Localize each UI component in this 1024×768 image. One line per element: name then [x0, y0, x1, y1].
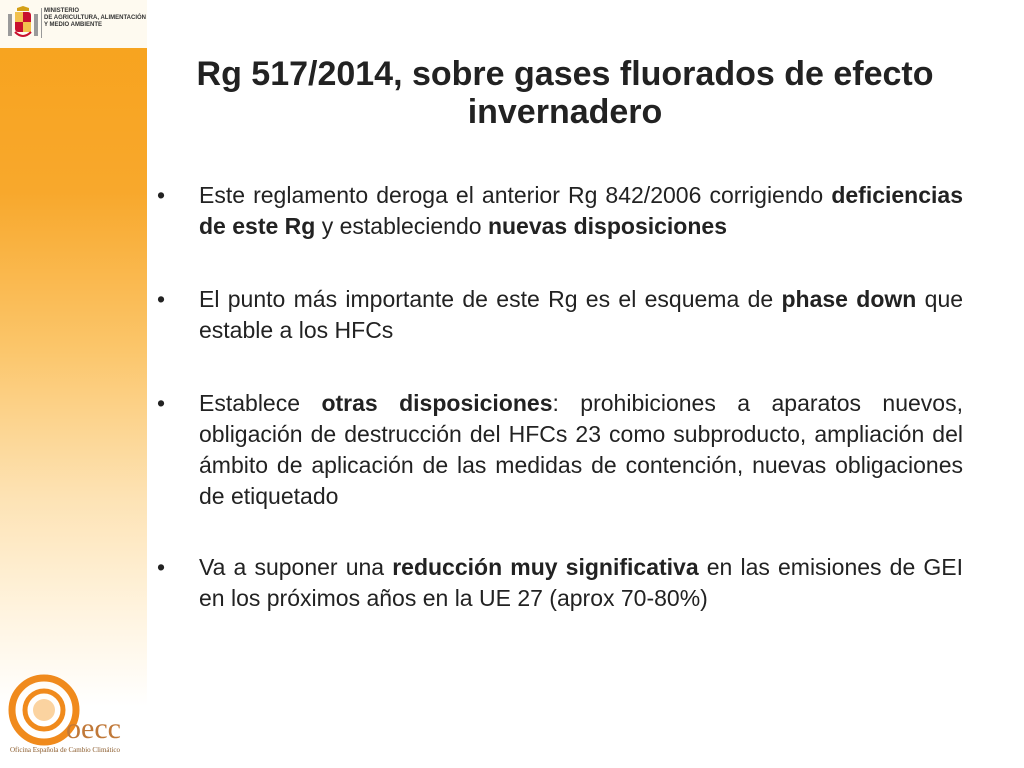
bullet-marker: •	[157, 182, 166, 208]
bullet-emphasis: nuevas disposiciones	[487, 213, 727, 239]
bullet-emphasis: reducción muy significativa	[392, 554, 699, 580]
ministry-header	[0, 0, 147, 48]
bullet-emphasis: phase down	[781, 286, 917, 312]
bullet-item	[157, 552, 963, 614]
bullet-text: Va a suponer una	[199, 554, 393, 580]
bullet-emphasis: deficiencias de este Rg	[199, 182, 963, 239]
coat-of-arms-icon	[6, 6, 40, 42]
bullet-text: Este reglamento deroga el anterior Rg 842/2006 corrigiendo	[199, 182, 832, 208]
bullet-marker: •	[157, 390, 166, 416]
bullet-text: Establece	[199, 390, 322, 416]
bullet-item	[157, 284, 963, 346]
bullet-list	[157, 180, 963, 656]
ministry-name	[44, 8, 144, 29]
bullet-marker: •	[157, 554, 166, 580]
oecc-logo-word: oecc	[66, 712, 121, 745]
bullet-text: y estableciendo	[315, 213, 488, 239]
ministry-line-2: DE AGRICULTURA, ALIMENTACIÓN	[44, 15, 146, 21]
bullet-item	[157, 388, 963, 512]
ministry-divider	[41, 8, 42, 38]
ministry-line-3: Y MEDIO AMBIENTE	[44, 22, 103, 28]
bullet-marker: •	[157, 286, 166, 312]
bullet-item	[157, 180, 963, 242]
slide-title: Rg 517/2014, sobre gases fluorados de efecto invernadero	[196, 55, 934, 131]
left-sidebar-gradient	[0, 0, 147, 768]
ministry-line-1: MINISTERIO	[44, 8, 80, 14]
oecc-logo-caption: Oficina Española de Cambio Climático	[10, 746, 121, 754]
bullet-text: en las emisiones de GEI en los próximos años en la UE 27 (aprox 70-80%)	[199, 554, 963, 611]
bullet-text: que estable a los HFCs	[199, 286, 964, 343]
bullet-emphasis: otras disposiciones	[321, 390, 553, 416]
bullet-text: : prohibiciones a aparatos nuevos, obligación de destrucción del HFCs 23 como subproducto, ampliación del ámbito de aplicación de las medidas de contención, nuevas obligaciones de etiquetado	[199, 390, 963, 509]
bullet-text: El punto más importante de este Rg es el esquema de	[199, 286, 782, 312]
